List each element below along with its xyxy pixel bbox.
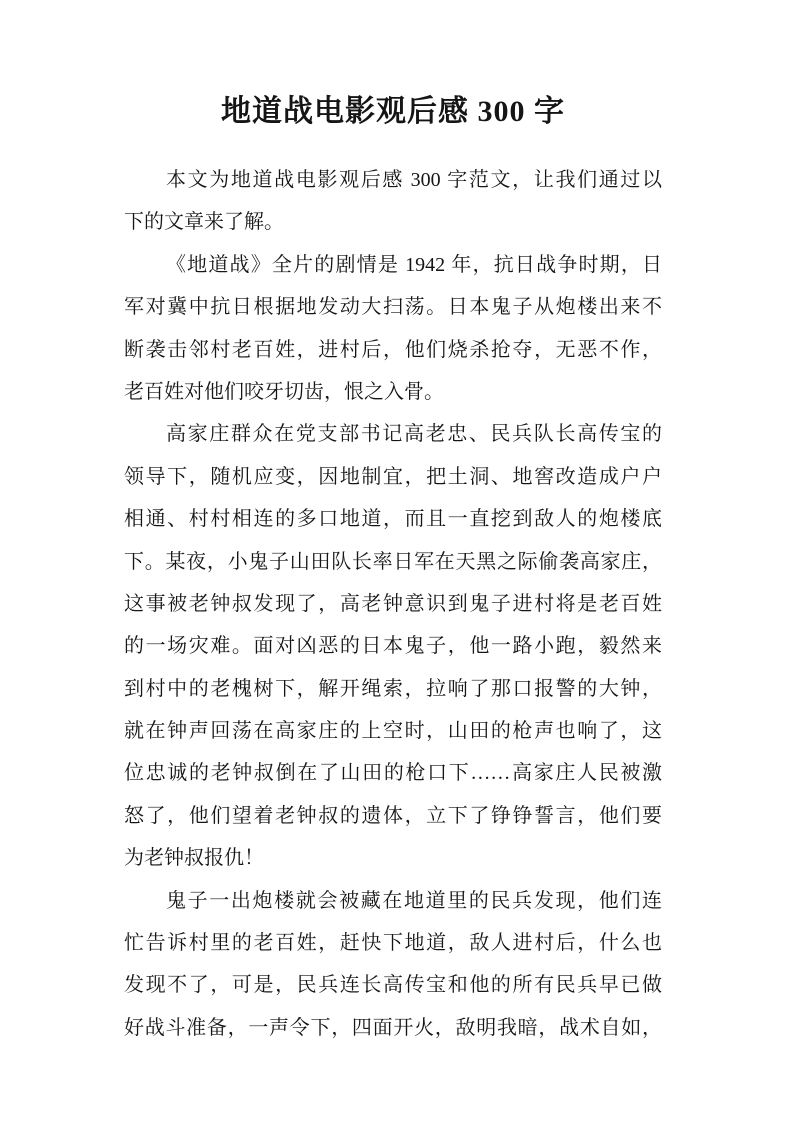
document-title: 地道战电影观后感 300 字: [221, 95, 565, 128]
document-body: [124, 90, 662, 1049]
paragraph-plot-setting: [124, 244, 662, 414]
text-line: 领导下，随机应变，因地制宜，把土洞、地窖改造成户户: [124, 465, 662, 488]
text-line: 怒了，他们望着老钟叔的遗体，立下了铮铮誓言，他们要: [124, 804, 662, 827]
paragraph-intro: [124, 159, 662, 244]
text-line: 位忠诚的老钟叔倒在了山田的枪口下……高家庄人民被激: [124, 762, 662, 785]
text-line: 相通、村村相连的多口地道，而且一直挖到敌人的炮楼底: [124, 508, 662, 531]
text-line: 下的文章来了解。: [124, 211, 284, 234]
paragraph-story: [124, 413, 662, 879]
text-line: 《地道战》全片的剧情是 1942 年，抗日战争时期，日: [166, 253, 662, 276]
text-line: 鬼子一出炮楼就会被藏在地道里的民兵发现，他们连: [166, 889, 662, 912]
text-line: 老百姓对他们咬牙切齿，恨之入骨。: [124, 380, 444, 403]
text-line: 为老钟叔报仇！: [124, 847, 264, 870]
text-line: 就在钟声回荡在高家庄的上空时，山田的枪声也响了，这: [124, 720, 662, 743]
text-line: 本文为地道战电影观后感 300 字范文，让我们通过以: [166, 169, 662, 191]
text-line: 下。某夜，小鬼子山田队长率日军在天黑之际偷袭高家庄，: [124, 550, 662, 573]
text-line: 断袭击邻村老百姓，进村后，他们烧杀抢夺，无恶不作，: [124, 338, 662, 361]
text-line: 的一场灾难。面对凶恶的日本鬼子，他一路小跑，毅然来: [124, 635, 662, 658]
text-line: 发现不了，可是，民兵连长高传宝和他的所有民兵早已做: [124, 974, 662, 997]
text-line: 好战斗准备，一声令下，四面开火，敌明我暗，战术自如，: [124, 1016, 662, 1039]
text-line: 军对冀中抗日根据地发动大扫荡。日本鬼子从炮楼出来不: [124, 296, 662, 319]
paragraph-battle: [124, 880, 662, 1050]
text-line: 忙告诉村里的老百姓，赶快下地道，敌人进村后，什么也: [124, 932, 662, 955]
text-line: 到村中的老槐树下，解开绳索，拉响了那口报警的大钟，: [124, 677, 662, 700]
text-line: 高家庄群众在党支部书记高老忠、民兵队长高传宝的: [166, 423, 662, 446]
text-line: 这事被老钟叔发现了，高老钟意识到鬼子进村将是老百姓: [124, 592, 662, 615]
